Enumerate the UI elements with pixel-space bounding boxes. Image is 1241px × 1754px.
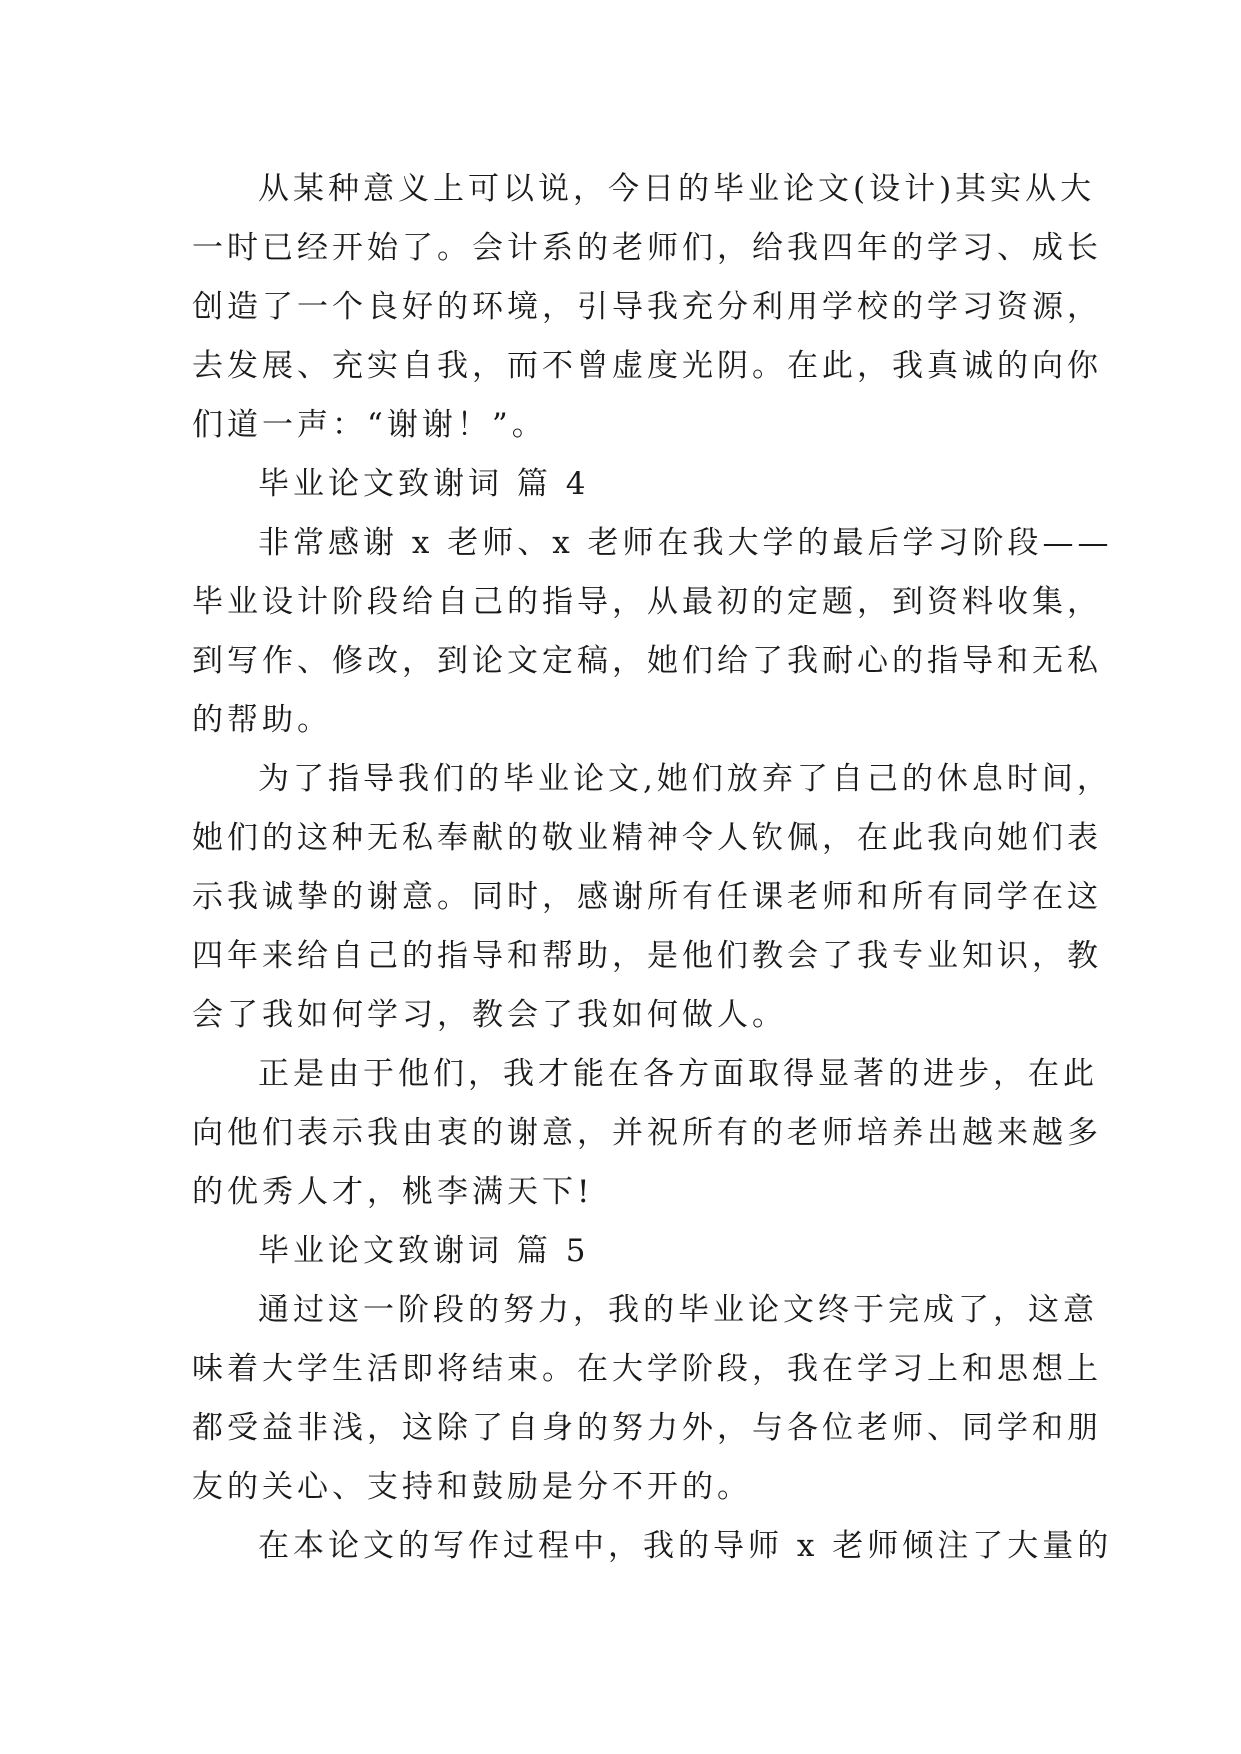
text-line: 都受益非浅，这除了自身的努力外，与各位老师、同学和朋 bbox=[192, 1410, 1102, 1446]
body-paragraph bbox=[192, 160, 1102, 455]
text-line: 向他们表示我由衷的谢意，并祝所有的老师培养出越来越多 bbox=[192, 1115, 1102, 1151]
body-paragraph bbox=[192, 514, 1113, 750]
text-line: 一时已经开始了。会计系的老师们，给我四年的学习、成长 bbox=[192, 230, 1102, 266]
text-line: 友的关心、支持和鼓励是分不开的。 bbox=[192, 1469, 752, 1505]
text-line: 示我诚挚的谢意。同时，感谢所有任课老师和所有同学在这 bbox=[192, 879, 1102, 915]
text-line: 的帮助。 bbox=[192, 702, 332, 738]
text-line: 创造了一个良好的环境，引导我充分利用学校的学习资源， bbox=[192, 289, 1102, 325]
text-line: 的优秀人才，桃李满天下! bbox=[192, 1174, 594, 1210]
text-line: 正是由于他们，我才能在各方面取得显著的进步，在此 bbox=[258, 1056, 1098, 1092]
body-paragraph bbox=[192, 1517, 1113, 1576]
text-line: 通过这一阶段的努力，我的毕业论文终于完成了，这意 bbox=[258, 1292, 1098, 1328]
text-line: 会了我如何学习，教会了我如何做人。 bbox=[192, 997, 787, 1033]
text-line: 到写作、修改，到论文定稿，她们给了我耐心的指导和无私 bbox=[192, 643, 1102, 679]
body-paragraph bbox=[192, 1045, 1102, 1222]
text-line: 毕业设计阶段给自己的指导，从最初的定题，到资料收集， bbox=[192, 584, 1102, 620]
text-line: 毕业论文致谢词 篇 5 bbox=[258, 1233, 590, 1269]
body-paragraph bbox=[192, 750, 1112, 1045]
text-line: 非常感谢 x 老师、x 老师在我大学的最后学习阶段—— bbox=[258, 525, 1113, 561]
text-line: 味着大学生活即将结束。在大学阶段，我在学习上和思想上 bbox=[192, 1351, 1102, 1387]
text-line: 四年来给自己的指导和帮助，是他们教会了我专业知识，教 bbox=[192, 938, 1102, 974]
text-line: 从某种意义上可以说，今日的毕业论文(设计)其实从大 bbox=[258, 171, 1096, 207]
body-paragraph bbox=[192, 1281, 1102, 1517]
document-page bbox=[192, 160, 1113, 1576]
text-line: 毕业论文致谢词 篇 4 bbox=[258, 466, 590, 502]
text-line: 为了指导我们的毕业论文,她们放弃了自己的休息时间， bbox=[258, 761, 1112, 797]
text-line: 们道一声：“谢谢！”。 bbox=[192, 407, 547, 443]
section-heading bbox=[192, 1222, 1062, 1281]
text-line: 去发展、充实自我，而不曾虚度光阴。在此，我真诚的向你 bbox=[192, 348, 1102, 384]
text-line: 在本论文的写作过程中，我的导师 x 老师倾注了大量的 bbox=[258, 1528, 1113, 1564]
text-line: 她们的这种无私奉献的敬业精神令人钦佩，在此我向她们表 bbox=[192, 820, 1102, 856]
section-heading bbox=[192, 455, 1062, 514]
